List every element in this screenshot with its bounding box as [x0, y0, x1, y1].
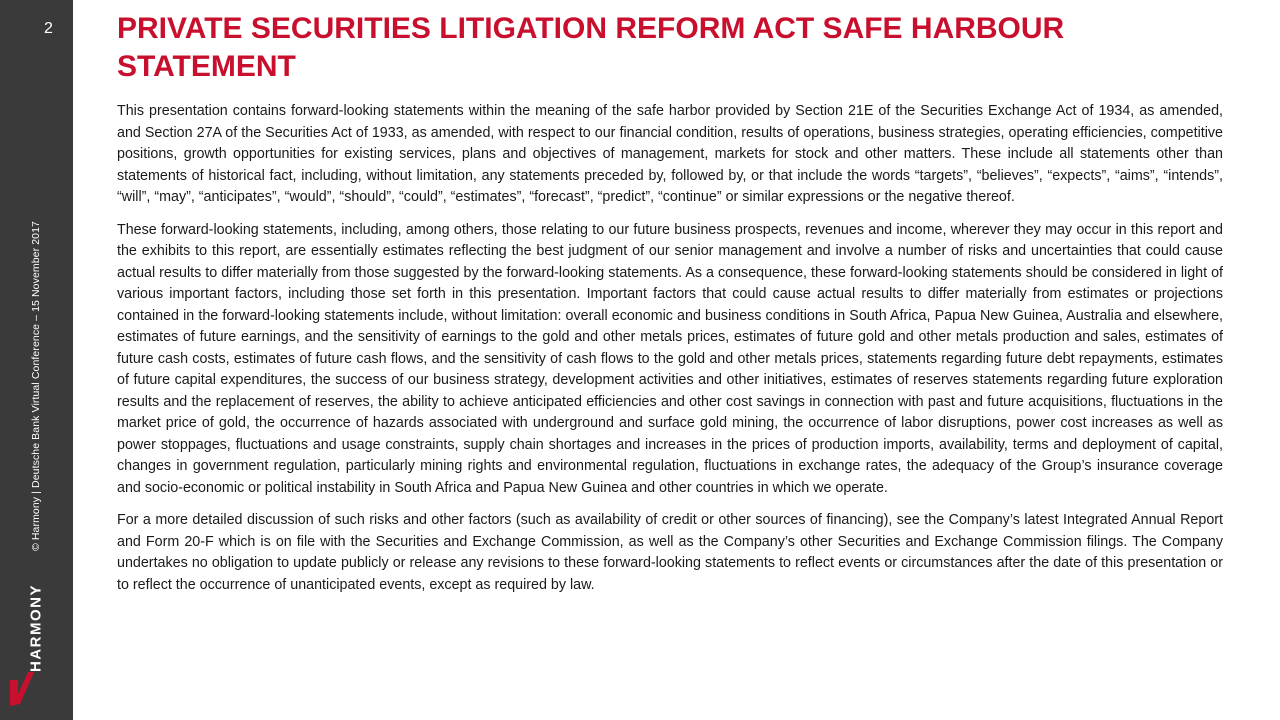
sidebar — [0, 0, 73, 720]
paragraph-forward-looking-intro: This presentation contains forward-looking statements within the meaning of the safe harbor provided by Section 21E of the Securities Exchange Act of 1934, as amended, and Section 27A of the Securities Act of 1933, as amended, with respect to our financial condition, results of operations, business strategies, operating efficiencies, competitive positions, growth opportunities for existing services, plans and objectives of management, markets for stock and other matters. These include all statements other than statements of historical fact, including, without limitation, any statements preceded by, followed by, or that include the words “targets”, “believes”, “expects”, “aims”, “intends”, “will”, “may”, “anticipates”, “would”, “should”, “could”, “estimates”, “forecast”, “predict”, “continue” or similar expressions or the negative thereof. — [117, 103, 1223, 205]
harmony-logo-icon — [6, 664, 36, 708]
page-title: PRIVATE SECURITIES LITIGATION REFORM ACT SAFE HARBOUR STATEMENT — [117, 12, 1065, 83]
paragraph-further-discussion: For a more detailed discussion of such risks and other factors (such as availability of credit or other sources of financing), see the Company’s latest Integrated Annual Report and Form 20-F which is on file with the Securities and Exchange Commission, as well as the Company’s other Securities and Exchange Commission filings. The Company undertakes no obligation to update publicly or release any revisions to these forward-looking statements to reflect events or circumstances after the date of this presentation or to reflect the occurrence of unanticipated events, except as required by law. — [117, 512, 1223, 593]
paragraph-risk-factors: These forward-looking statements, including, among others, those relating to our future business prospects, revenues and income, wherever they may occur in this report and the exhibits to this report, are essentially estimates reflecting the best judgment of our senior management and involve a number of risks and uncertainties that could cause actual results to differ materially from those suggested by the forward-looking statements. As a consequence, these forward-looking statements should be considered in light of various important factors, including those set forth in this presentation. Important factors that could cause actual results to differ materially from estimates or projections contained in the forward-looking statements include, without limitation: overall economic and business conditions in South Africa, Papua New Guinea, Australia and elsewhere, estimates of future earnings, and the sensitivity of earnings to the gold and other metals prices, estimates of future gold and other metals production and sales, estimates of future cash costs, estimates of future cash flows, and the sensitivity of cash flows to the gold and other metals prices, statements regarding future debt repayments, estimates of future capital expenditures, the success of our business strategy, development activities and other initiatives, estimates of reserves statements regarding future exploration results and the replacement of reserves, the ability to achieve anticipated efficiencies and other cost savings in connection with past and future acquisitions, fluctuations in the market price of gold, the occurrence of hazards associated with underground and surface gold mining, the occurrence of labor disruptions, power cost increases as well as power stoppages, fluctuations and usage constraints, supply chain shortages and increases in the prices of production imports, availability, terms and deployment of capital, changes in government regulation, particularly mining rights and environmental regulation, fluctuations in exchange rates, the adequacy of the Group’s insurance coverage and socio-economic or political instability in South Africa and Papua New Guinea and other countries in which we operate. — [117, 221, 1223, 496]
statement-body — [117, 101, 1223, 607]
footer-copyright: © Harmony | Deutsche Bank Virtual Conference – 15 November 2017 — [30, 221, 42, 551]
harmony-logo-text: HARMONY — [27, 584, 45, 672]
page-number: 2 — [44, 20, 53, 37]
